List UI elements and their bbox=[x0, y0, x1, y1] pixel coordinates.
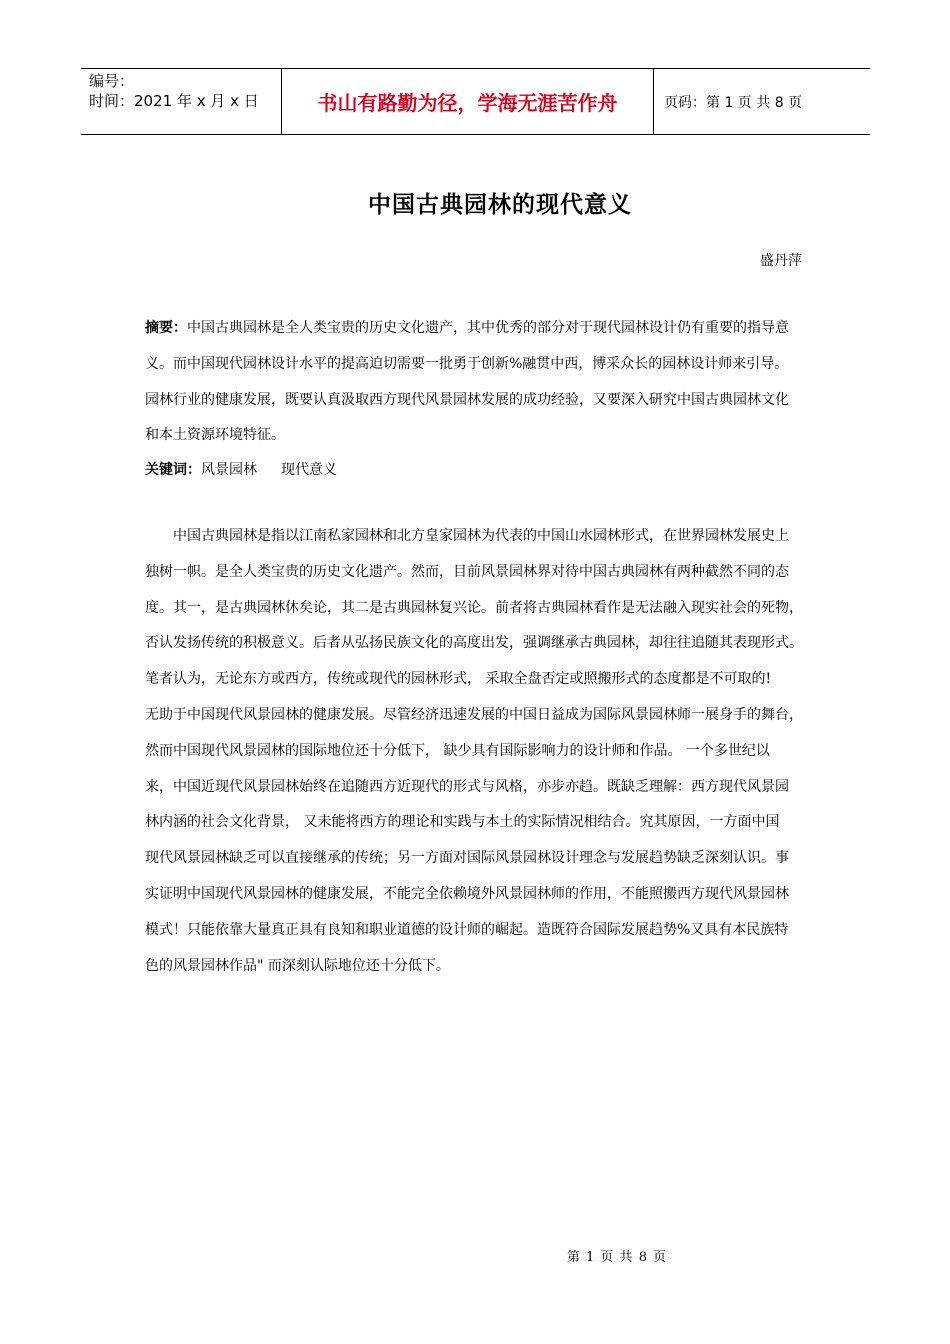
keywords-section bbox=[145, 459, 337, 479]
header-motto-cell bbox=[281, 69, 654, 134]
keyword-item: 风景园林 bbox=[201, 462, 257, 478]
header-page-info: 页码：第 1 页 共 8 页 bbox=[664, 94, 803, 111]
abstract-line: 义。而中国现代园林设计水平的提高迫切需要一批勇于创新%融贯中西，博采众长的园林设计师来引导。 bbox=[145, 355, 789, 372]
body-line: 来，中国近现代风景园林始终在追随西方近现代的形式与风格，亦步亦趋。既缺乏理解：西方现代风景园 bbox=[145, 778, 789, 795]
body-line: 度。其一，是古典园林休矣论，其二是古典园林复兴论。前者将古典园林看作是无法融入现实社会的死物， bbox=[145, 599, 803, 616]
document-time-label: 时间：2021 年 x 月 x 日 bbox=[89, 92, 259, 110]
abstract-section bbox=[145, 311, 815, 454]
abstract-label: 摘要： bbox=[145, 320, 187, 336]
body-line: 实证明中国现代风景园林的健康发展，不能完全依赖境外风景园林师的作用，不能照搬西方现代风景园林 bbox=[145, 885, 789, 902]
document-title: 中国古典园林的现代意义 bbox=[368, 192, 632, 218]
keywords-label: 关键词： bbox=[145, 462, 201, 478]
body-line: 中国古典园林是指以江南私家园林和北方皇家园林为代表的中国山水园林形式，在世界园林发展史上 bbox=[173, 528, 789, 544]
page-footer: 第 1 页 共 8 页 bbox=[566, 1250, 668, 1265]
body-line: 现代风景园林缺乏可以直接继承的传统；另一方面对国际风景园林设计理念与发展趋势缺乏深刻认识。事 bbox=[145, 850, 789, 867]
header-table bbox=[81, 68, 870, 135]
body-line: 笔者认为，无论东方或西方，传统或现代的园林形式， 采取全盘否定或照搬形式的态度都是不可取的! bbox=[145, 671, 772, 688]
abstract-line: 园林行业的健康发展，既要认真汲取西方现代风景园林发展的成功经验，又要深入研究中国古典园林文化 bbox=[145, 391, 789, 408]
keyword-item: 现代意义 bbox=[281, 462, 337, 478]
author-name: 盛丹萍 bbox=[760, 253, 802, 269]
header-meta-cell bbox=[81, 69, 281, 134]
header-motto: 书山有路勤为径，学海无涯苦作舟 bbox=[317, 91, 618, 115]
body-section bbox=[145, 519, 815, 984]
header-page-cell bbox=[654, 69, 870, 134]
body-line: 无助于中国现代风景园林的健康发展。尽管经济迅速发展的中国日益成为国际风景园林师一展身手的舞台， bbox=[145, 706, 803, 723]
abstract-line: 和本土资源环境特征。 bbox=[145, 427, 285, 444]
document-number-label: 编号： bbox=[89, 72, 135, 90]
body-line: 独树一帜。是全人类宝贵的历史文化遗产。然而，目前风景园林界对待中国古典园林有两种截然不同的态 bbox=[145, 563, 789, 580]
body-line: 否认发扬传统的积极意义。后者从弘扬民族文化的高度出发，强调继承古典园林，却往往追随其表现形式。 bbox=[145, 635, 803, 652]
body-line: 然而中国现代风景园林的国际地位还十分低下， 缺少具有国际影响力的设计师和作品。 一个多世纪以 bbox=[145, 742, 770, 759]
body-line: 模式！只能依靠大量真正具有良知和职业道德的设计师的崛起。造既符合国际发展趋势%又具有本民族特 bbox=[145, 921, 789, 938]
abstract-line: 摘要：中国古典园林是全人类宝贵的历史文化遗产，其中优秀的部分对于现代园林设计仍有重要的指导意 bbox=[145, 320, 789, 336]
body-line: 色的风景园林作品" 而深刻认际地位还十分低下。 bbox=[145, 957, 450, 974]
body-line: 林内涵的社会文化背景， 又未能将西方的理论和实践与本土的实际情况相结合。究其原因，一方面中国 bbox=[145, 814, 780, 831]
